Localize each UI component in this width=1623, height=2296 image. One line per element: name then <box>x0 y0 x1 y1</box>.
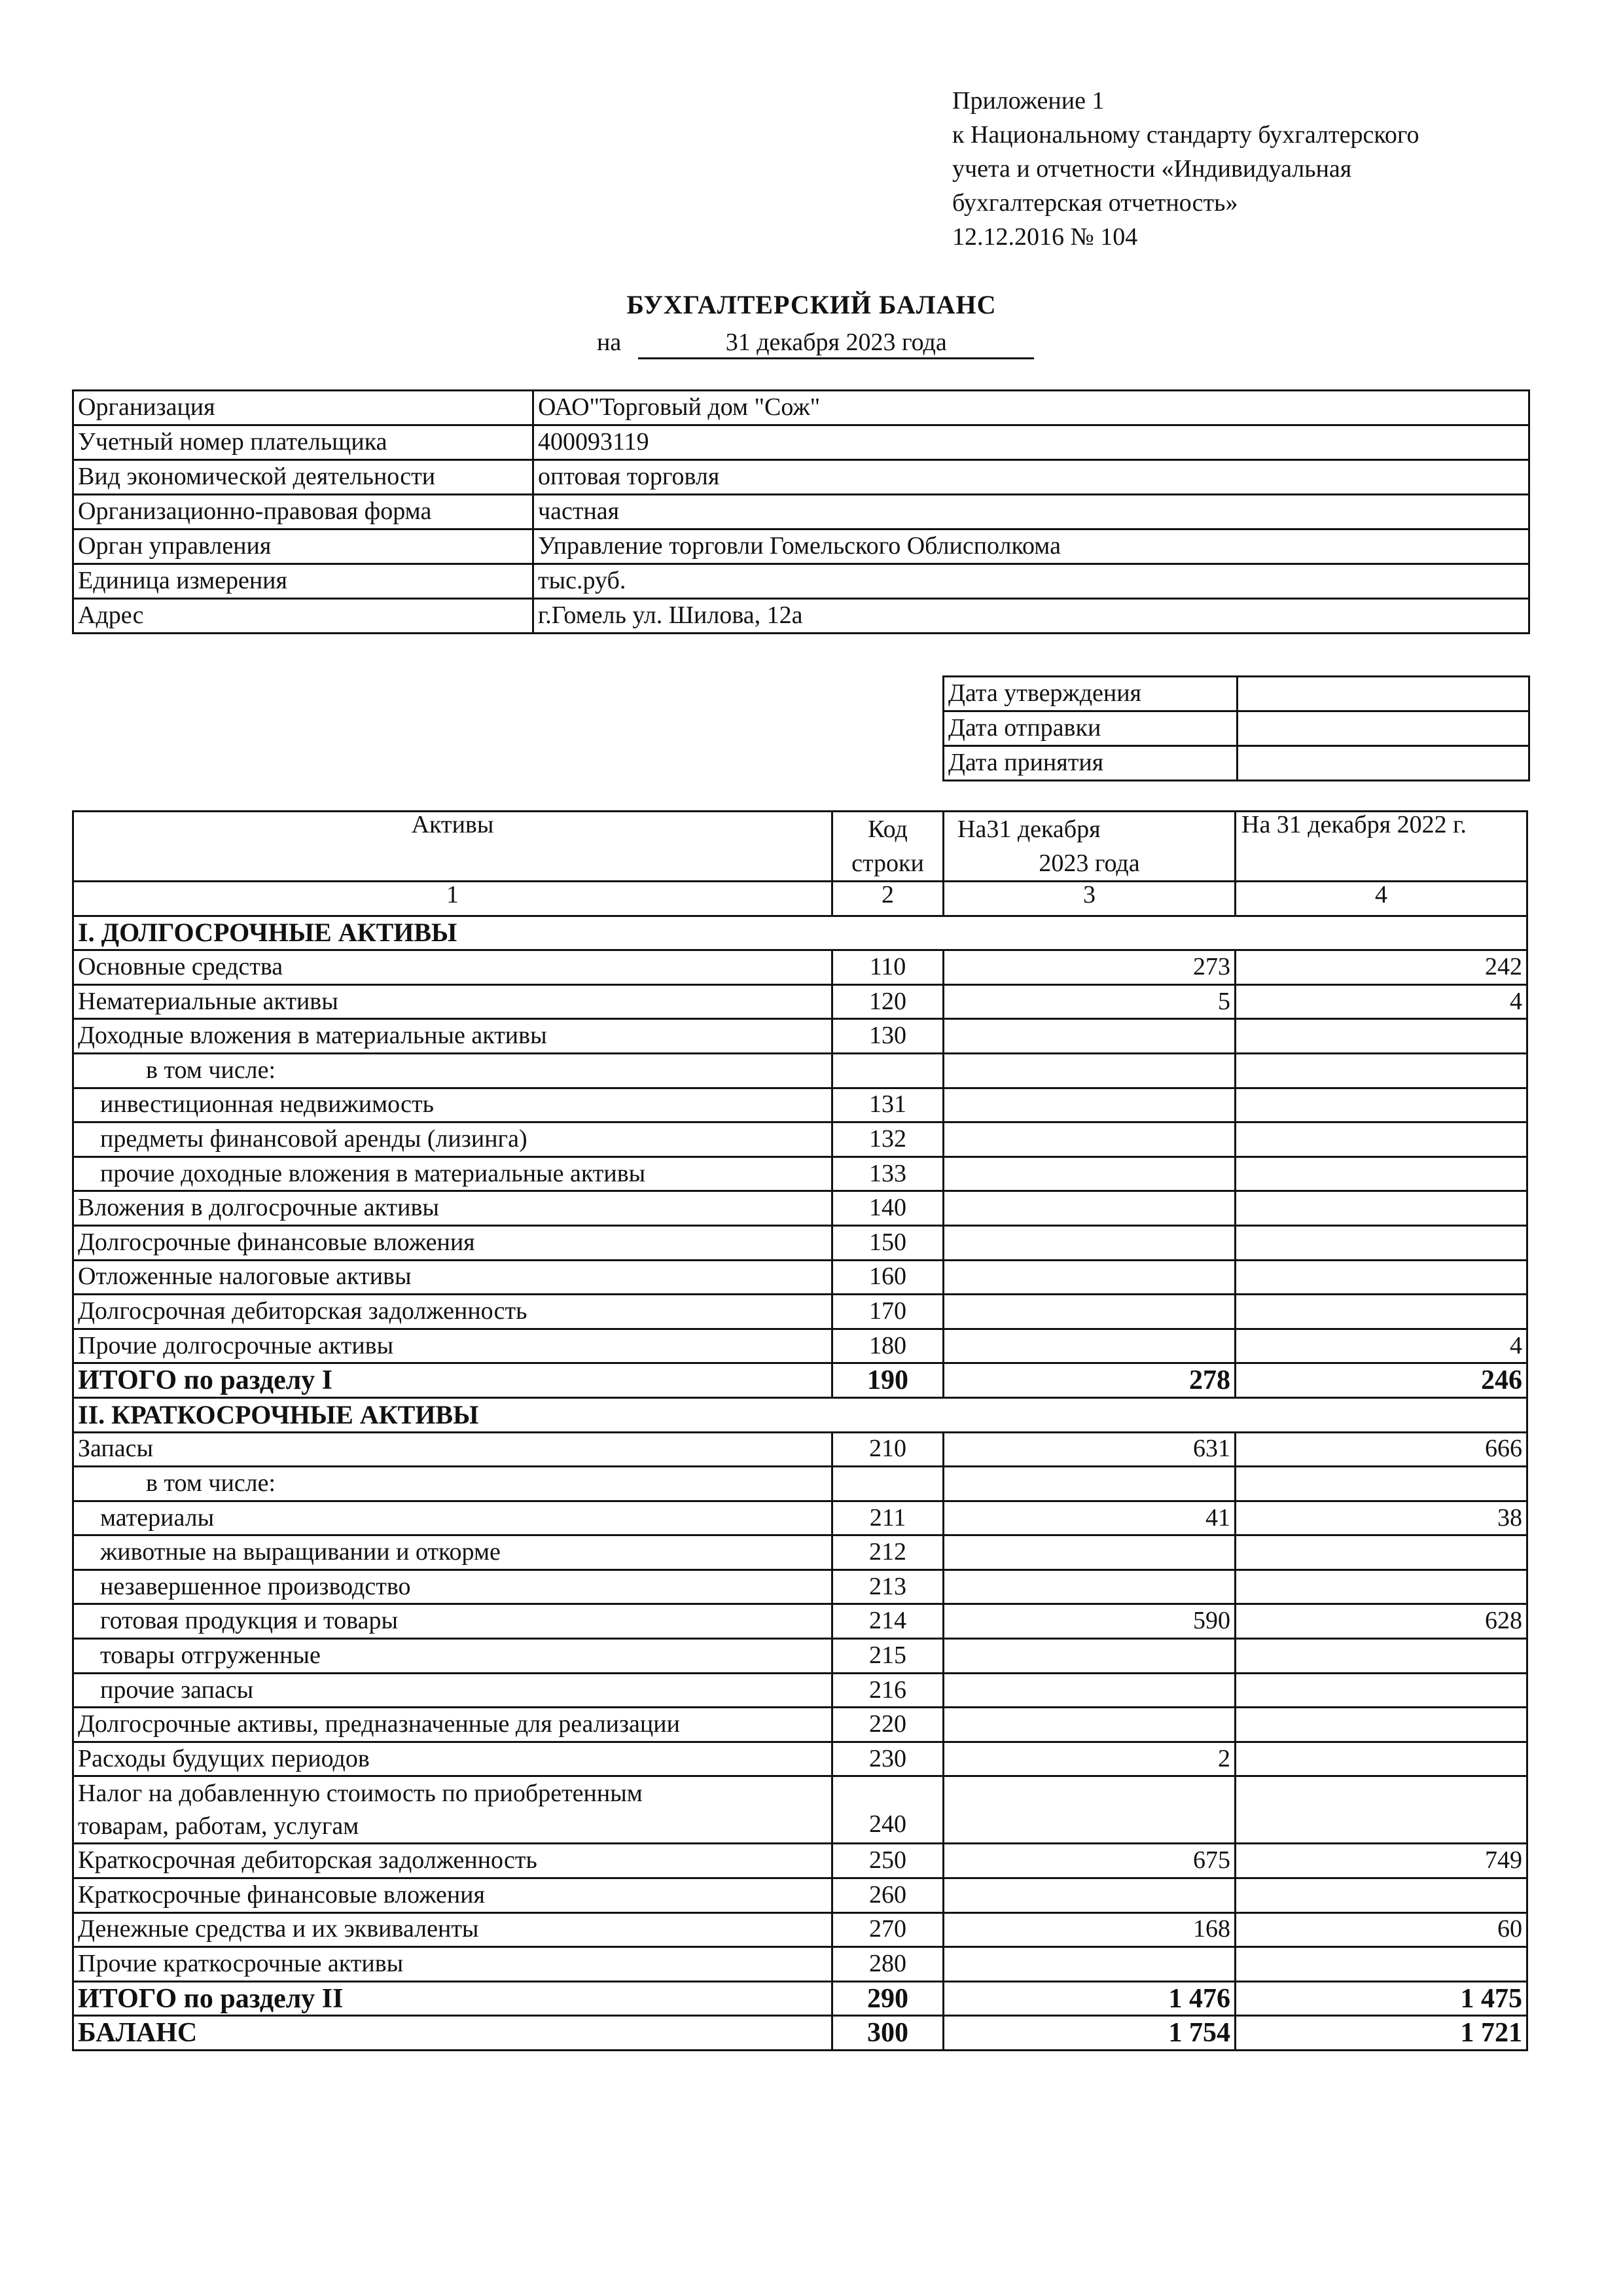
value-2023: 2 <box>944 1742 1236 1776</box>
value-2023 <box>944 1639 1236 1674</box>
table-row <box>73 1501 1527 1535</box>
org-row <box>73 599 1529 634</box>
row-label: прочие доходные вложения в материальные активы <box>73 1157 832 1191</box>
row-label: прочие запасы <box>73 1673 832 1708</box>
value-2022 <box>1236 1776 1527 1844</box>
value-2023: 631 <box>944 1432 1236 1467</box>
document-title: БУХГАЛТЕРСКИЙ БАЛАНС <box>626 290 997 319</box>
value-2022: 4 <box>1236 1329 1527 1363</box>
value-2022 <box>1236 1225 1527 1260</box>
report-date: 31 декабря 2023 года <box>638 327 1034 359</box>
row-code: 260 <box>832 1878 944 1913</box>
row-code: 133 <box>832 1157 944 1191</box>
value-2022: 4 <box>1236 984 1527 1019</box>
value-2022 <box>1236 1742 1527 1776</box>
value-2022 <box>1236 1157 1527 1191</box>
value-2023: 278 <box>944 1363 1236 1398</box>
org-row <box>73 460 1529 495</box>
appendix-line: учета и отчетности «Индивидуальная <box>952 155 1352 183</box>
value-2022: 242 <box>1236 950 1527 985</box>
row-label: материалы <box>73 1501 832 1535</box>
table-row <box>73 1295 1527 1329</box>
section-title: I. ДОЛГОСРОЧНЫЕ АКТИВЫ <box>73 916 1527 950</box>
date-label: Дата отправки <box>944 711 1238 746</box>
total-row <box>73 2016 1527 2051</box>
table-row <box>73 984 1527 1019</box>
table-row <box>73 1912 1527 1947</box>
value-2022 <box>1236 1191 1527 1226</box>
row-label: Долгосрочные активы, предназначенные для реализации <box>73 1708 832 1742</box>
column-number: 4 <box>1236 882 1527 916</box>
org-value: оптовая торговля <box>533 460 1529 495</box>
org-label: Организационно-правовая форма <box>73 495 533 529</box>
table-row <box>73 1157 1527 1191</box>
row-label: Доходные вложения в материальные активы <box>73 1019 832 1054</box>
row-code: 215 <box>832 1639 944 1674</box>
value-2022 <box>1236 1053 1527 1088</box>
row-code: 214 <box>832 1604 944 1639</box>
value-2023: 1 476 <box>944 1981 1236 2016</box>
org-label: Организация <box>73 391 533 425</box>
row-label-line2: товарам, работам, услугам <box>78 1812 359 1840</box>
row-label: Вложения в долгосрочные активы <box>73 1191 832 1226</box>
org-value: Управление торговли Гомельского Облисполкома <box>533 529 1529 564</box>
row-label: Краткосрочная дебиторская задолженность <box>73 1844 832 1878</box>
row-label: готовая продукция и товары <box>73 1604 832 1639</box>
row-code: 131 <box>832 1088 944 1122</box>
balance-sheet-table <box>72 810 1528 2051</box>
row-code: 240 <box>832 1776 944 1844</box>
value-2022: 246 <box>1236 1363 1527 1398</box>
value-2023 <box>944 1947 1236 1982</box>
value-2023 <box>944 1329 1236 1363</box>
row-label: Денежные средства и их эквиваленты <box>73 1912 832 1947</box>
value-2022: 1 475 <box>1236 1981 1527 2016</box>
date-row <box>944 677 1529 711</box>
row-code: 290 <box>832 1981 944 2016</box>
table-row <box>73 1947 1527 1982</box>
row-code: 211 <box>832 1501 944 1535</box>
value-2023 <box>944 1535 1236 1570</box>
date-value <box>1238 711 1529 746</box>
appendix-line: бухгалтерская отчетность» <box>952 189 1238 217</box>
value-2023: 168 <box>944 1912 1236 1947</box>
org-label: Единица измерения <box>73 564 533 599</box>
row-label-line1: Налог на добавленную стоимость по приобретенным <box>78 1780 643 1808</box>
row-code: 230 <box>832 1742 944 1776</box>
row-label <box>73 1776 832 1844</box>
column-number-row <box>73 882 1527 916</box>
org-label: Учетный номер плательщика <box>73 425 533 460</box>
value-2023 <box>944 1570 1236 1604</box>
org-value: ОАО"Торговый дом "Сож" <box>533 391 1529 425</box>
row-code: 216 <box>832 1673 944 1708</box>
row-code: 150 <box>832 1225 944 1260</box>
table-header-row <box>73 812 1527 882</box>
table-row <box>73 1776 1527 1844</box>
value-2023 <box>944 1673 1236 1708</box>
total-row <box>73 1981 1527 2016</box>
header-2023-date: 31 декабря <box>986 816 1101 843</box>
table-row <box>73 1639 1527 1674</box>
row-code: 160 <box>832 1260 944 1295</box>
value-2022 <box>1236 1570 1527 1604</box>
row-code: 120 <box>832 984 944 1019</box>
row-code: 170 <box>832 1295 944 1329</box>
value-2023: 675 <box>944 1844 1236 1878</box>
appendix-note <box>952 84 1541 254</box>
value-2023 <box>944 1019 1236 1054</box>
org-row <box>73 495 1529 529</box>
row-code <box>832 1467 944 1501</box>
value-2023 <box>944 1225 1236 1260</box>
row-label: незавершенное производство <box>73 1570 832 1604</box>
column-number: 3 <box>944 882 1236 916</box>
value-2023 <box>944 1157 1236 1191</box>
date-value <box>1238 746 1529 781</box>
row-label: предметы финансовой аренды (лизинга) <box>73 1122 832 1157</box>
header-code-line1: Код <box>868 816 908 843</box>
appendix-line: 12.12.2016 № 104 <box>952 223 1138 251</box>
value-2023 <box>944 1088 1236 1122</box>
appendix-line: Приложение 1 <box>952 87 1105 115</box>
table-row <box>73 1088 1527 1122</box>
document-date-line <box>597 327 1034 359</box>
header-assets: Активы <box>73 812 832 882</box>
table-row <box>73 1225 1527 1260</box>
header-2023-prefix: На <box>957 816 987 843</box>
row-code: 130 <box>832 1019 944 1054</box>
date-row <box>944 746 1529 781</box>
org-row <box>73 425 1529 460</box>
row-code: 110 <box>832 950 944 985</box>
row-label: Долгосрочные финансовые вложения <box>73 1225 832 1260</box>
value-2022 <box>1236 1019 1527 1054</box>
value-2022: 60 <box>1236 1912 1527 1947</box>
value-2023 <box>944 1122 1236 1157</box>
row-label: в том числе: <box>73 1053 832 1088</box>
table-row <box>73 1191 1527 1226</box>
row-code: 213 <box>832 1570 944 1604</box>
section-row <box>73 1397 1527 1432</box>
appendix-line: к Национальному стандарту бухгалтерского <box>952 121 1419 149</box>
row-label: БАЛАНС <box>73 2016 832 2051</box>
subheading-row <box>73 1467 1527 1501</box>
value-2023: 1 754 <box>944 2016 1236 2051</box>
value-2022: 38 <box>1236 1501 1527 1535</box>
table-row <box>73 1260 1527 1295</box>
value-2023: 590 <box>944 1604 1236 1639</box>
value-2023 <box>944 1053 1236 1088</box>
value-2022 <box>1236 1878 1527 1913</box>
value-2023 <box>944 1260 1236 1295</box>
date-value <box>1238 677 1529 711</box>
table-row <box>73 1432 1527 1467</box>
row-code: 180 <box>832 1329 944 1363</box>
subheading-row <box>73 1053 1527 1088</box>
org-value: частная <box>533 495 1529 529</box>
row-label: в том числе: <box>73 1467 832 1501</box>
value-2022 <box>1236 1947 1527 1982</box>
row-label: Основные средства <box>73 950 832 985</box>
date-row <box>944 711 1529 746</box>
date-label: Дата принятия <box>944 746 1238 781</box>
column-number: 2 <box>832 882 944 916</box>
dates-table <box>942 675 1530 781</box>
table-row <box>73 950 1527 985</box>
header-2023 <box>944 812 1236 882</box>
value-2022 <box>1236 1295 1527 1329</box>
row-label: Отложенные налоговые активы <box>73 1260 832 1295</box>
section-title: II. КРАТКОСРОЧНЫЕ АКТИВЫ <box>73 1397 1527 1432</box>
row-code: 270 <box>832 1912 944 1947</box>
total-row <box>73 1363 1527 1398</box>
row-code: 212 <box>832 1535 944 1570</box>
row-code: 220 <box>832 1708 944 1742</box>
row-label: Долгосрочная дебиторская задолженность <box>73 1295 832 1329</box>
row-code: 132 <box>832 1122 944 1157</box>
table-row <box>73 1570 1527 1604</box>
row-label: Запасы <box>73 1432 832 1467</box>
row-label: животные на выращивании и откорме <box>73 1535 832 1570</box>
header-code <box>832 812 944 882</box>
org-label: Адрес <box>73 599 533 634</box>
value-2022: 749 <box>1236 1844 1527 1878</box>
value-2023 <box>944 1776 1236 1844</box>
value-2023: 5 <box>944 984 1236 1019</box>
value-2023 <box>944 1467 1236 1501</box>
header-2022: На 31 декабря 2022 г. <box>1236 812 1527 882</box>
date-label: Дата утверждения <box>944 677 1238 711</box>
row-code: 210 <box>832 1432 944 1467</box>
org-value: 400093119 <box>533 425 1529 460</box>
value-2022 <box>1236 1122 1527 1157</box>
row-code: 300 <box>832 2016 944 2051</box>
org-label: Орган управления <box>73 529 533 564</box>
row-label: Прочие краткосрочные активы <box>73 1947 832 1982</box>
value-2023 <box>944 1295 1236 1329</box>
value-2022 <box>1236 1673 1527 1708</box>
row-label: Прочие долгосрочные активы <box>73 1329 832 1363</box>
row-code: 250 <box>832 1844 944 1878</box>
header-2023-year: 2023 года <box>1039 850 1140 877</box>
value-2023 <box>944 1191 1236 1226</box>
section-row <box>73 916 1527 950</box>
table-row <box>73 1122 1527 1157</box>
value-2022 <box>1236 1088 1527 1122</box>
organization-info-table <box>72 389 1530 634</box>
value-2022 <box>1236 1639 1527 1674</box>
row-label: ИТОГО по разделу II <box>73 1981 832 2016</box>
value-2022 <box>1236 1467 1527 1501</box>
table-row <box>73 1673 1527 1708</box>
value-2023 <box>944 1878 1236 1913</box>
org-label: Вид экономической деятельности <box>73 460 533 495</box>
value-2022 <box>1236 1260 1527 1295</box>
table-row <box>73 1019 1527 1054</box>
column-number: 1 <box>73 882 832 916</box>
table-row <box>73 1604 1527 1639</box>
value-2022 <box>1236 1535 1527 1570</box>
value-2023: 41 <box>944 1501 1236 1535</box>
value-2022: 1 721 <box>1236 2016 1527 2051</box>
row-label: Краткосрочные финансовые вложения <box>73 1878 832 1913</box>
value-2023 <box>944 1708 1236 1742</box>
row-code: 190 <box>832 1363 944 1398</box>
row-label: Нематериальные активы <box>73 984 832 1019</box>
table-row <box>73 1329 1527 1363</box>
date-prefix: на <box>597 329 622 356</box>
row-code: 280 <box>832 1947 944 1982</box>
table-row <box>73 1742 1527 1776</box>
value-2022 <box>1236 1708 1527 1742</box>
table-row <box>73 1535 1527 1570</box>
row-code: 140 <box>832 1191 944 1226</box>
org-value: г.Гомель ул. Шилова, 12а <box>533 599 1529 634</box>
table-row <box>73 1708 1527 1742</box>
org-value: тыс.руб. <box>533 564 1529 599</box>
org-row <box>73 529 1529 564</box>
org-row <box>73 564 1529 599</box>
row-label: Расходы будущих периодов <box>73 1742 832 1776</box>
header-code-line2: строки <box>851 850 924 877</box>
value-2022: 628 <box>1236 1604 1527 1639</box>
row-label: ИТОГО по разделу I <box>73 1363 832 1398</box>
value-2023: 273 <box>944 950 1236 985</box>
value-2022: 666 <box>1236 1432 1527 1467</box>
row-label: инвестиционная недвижимость <box>73 1088 832 1122</box>
table-row <box>73 1844 1527 1878</box>
row-code <box>832 1053 944 1088</box>
table-row <box>73 1878 1527 1913</box>
row-label: товары отгруженные <box>73 1639 832 1674</box>
org-row <box>73 391 1529 425</box>
